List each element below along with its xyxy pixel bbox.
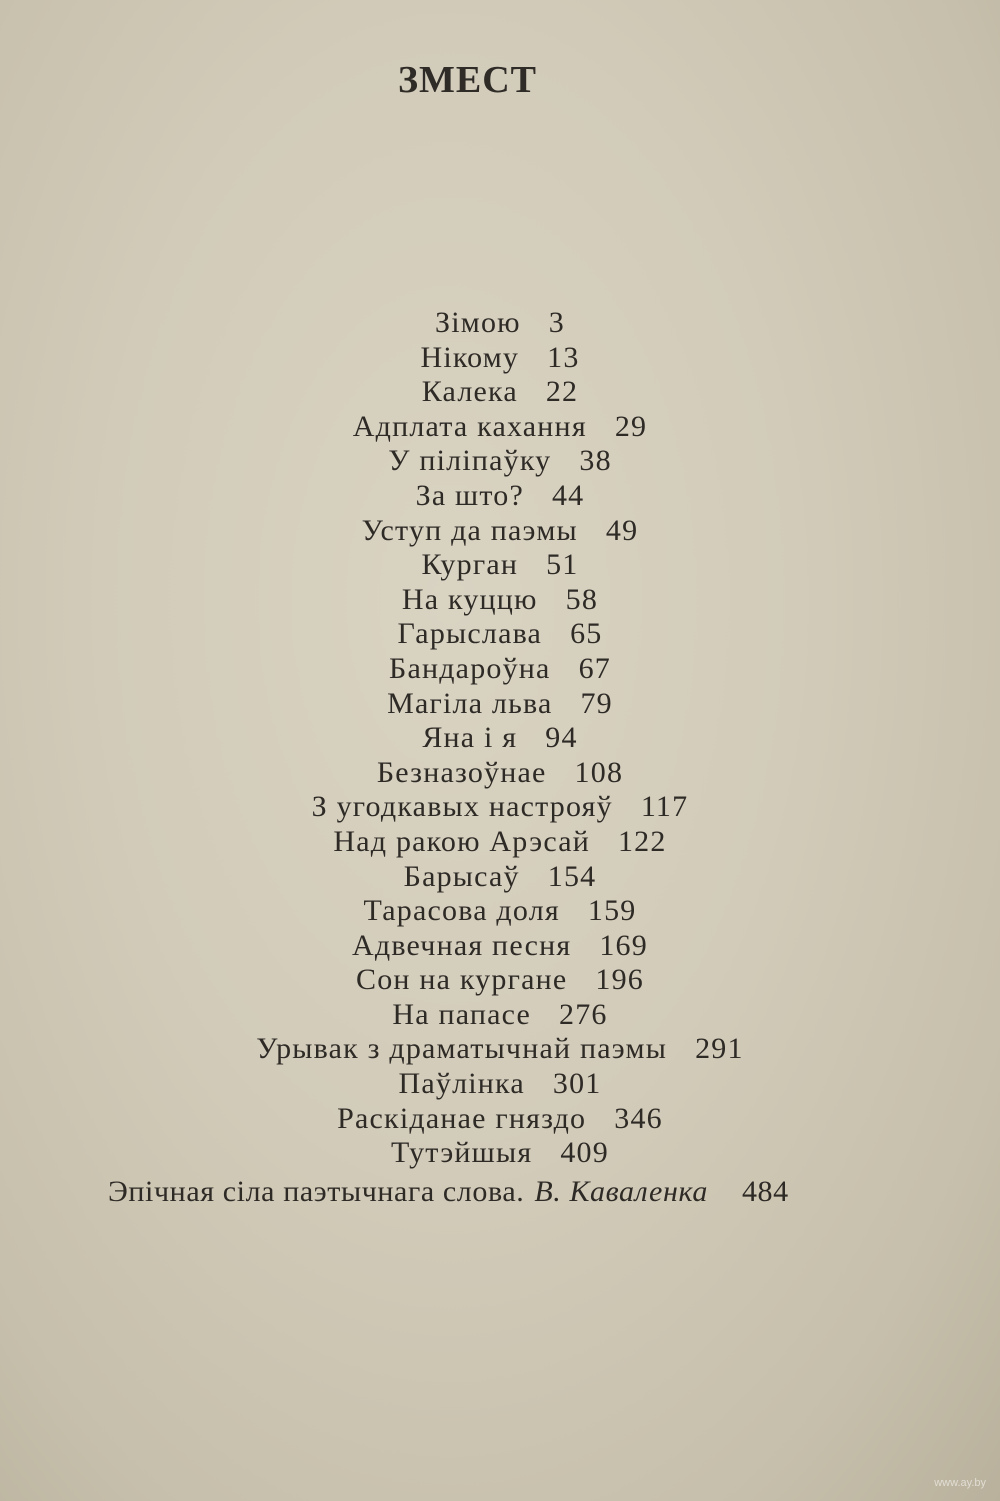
toc-entry-page: 38: [579, 444, 612, 478]
toc-entry: [0, 756, 1000, 791]
toc-entry-page: 301: [552, 1067, 602, 1101]
toc-entry-page: 159: [587, 894, 637, 928]
toc-entry: [0, 306, 1000, 341]
toc-entry: [0, 652, 1000, 687]
toc-entry-page: 79: [580, 686, 613, 720]
toc-entry-title: Яна і я: [422, 721, 518, 755]
toc-entry-page: 122: [617, 824, 667, 858]
toc-entry-page: 409: [560, 1136, 609, 1170]
toc-entry: [0, 410, 1000, 445]
toc-entry: [0, 341, 1000, 376]
toc-entry-page: 108: [574, 755, 624, 789]
toc-entry-title: На папасе: [392, 997, 531, 1031]
toc-entry-title: Гарыслава: [397, 617, 543, 651]
toc-entry-title: Раскіданае гняздо: [337, 1101, 587, 1135]
toc-entry-page: 58: [565, 582, 599, 616]
toc-entry-page: 65: [570, 617, 603, 651]
toc-entry: [0, 514, 1000, 549]
toc-entry: [0, 963, 1000, 998]
toc-entry-page: 291: [695, 1032, 744, 1066]
afterword-title: Эпічная сіла паэтычнага слова.: [108, 1174, 525, 1208]
toc-entry-page: 154: [547, 859, 597, 893]
toc-entry-page: 196: [595, 963, 644, 997]
toc-entry-title: Бандароўна: [389, 651, 551, 685]
toc-entry-page: 3: [548, 306, 565, 339]
toc-entry-title: Над ракою Арэсай: [333, 824, 590, 858]
toc-entry: [0, 1067, 1000, 1102]
toc-entry-title: Тутэйшыя: [391, 1136, 533, 1170]
toc-entry-title: Адвечная песня: [352, 928, 572, 962]
page-title: ЗМЕСТ: [397, 59, 538, 101]
toc-entry: [0, 617, 1000, 652]
afterword-author: В. Каваленка: [534, 1174, 708, 1208]
toc-entry: [0, 894, 1000, 929]
toc-entry-title: Курган: [421, 548, 519, 582]
toc-entry: [0, 860, 1000, 895]
toc-entry: [0, 790, 1000, 825]
toc-entry-page: 49: [605, 513, 639, 547]
toc-entry-page: 346: [614, 1101, 663, 1135]
toc-entry-title: За што?: [415, 478, 524, 512]
toc-entry: [0, 1102, 1000, 1137]
toc-entry: [0, 929, 1000, 964]
toc-entry-title: У піліпаўку: [388, 444, 552, 478]
toc-entry-title: Адплата кахання: [352, 409, 587, 443]
toc-entry-page: 51: [546, 548, 579, 582]
toc-entry-page: 44: [551, 478, 585, 512]
toc-entry-page: 276: [559, 997, 608, 1031]
toc-entry-page: 117: [640, 790, 689, 824]
toc-entry-title: На куццю: [401, 582, 538, 616]
toc-entry-title: Магіла льва: [387, 686, 553, 720]
toc-entry-title: Уступ да паэмы: [361, 513, 578, 547]
toc-entry: [0, 548, 1000, 583]
toc-entry-title: Тарасова доля: [363, 894, 560, 928]
toc-entry-page: 169: [599, 928, 648, 962]
toc-entry-afterword: [0, 1175, 1000, 1210]
toc-entry-title: Калека: [421, 375, 518, 409]
toc-entry-title: З угодкавых настрояў: [311, 790, 613, 824]
toc-entry-page: 67: [578, 651, 611, 685]
toc-entry-title: Паўлінка: [398, 1067, 525, 1101]
toc-entry: [0, 479, 1000, 514]
toc-entry-page: 22: [545, 375, 579, 409]
toc-entry-title: Барысаў: [403, 859, 520, 893]
toc-entry-title: Нікому: [420, 340, 520, 374]
toc-entry: [0, 687, 1000, 722]
toc-entry-title: Урывак з драматычнай паэмы: [256, 1032, 668, 1066]
toc-entry: [0, 375, 1000, 410]
toc-entry-title: Сон на кургане: [356, 963, 568, 997]
toc-entry-page: 13: [547, 340, 580, 374]
toc-entry: [0, 1136, 1000, 1171]
toc-entry: [0, 583, 1000, 618]
toc-entry-title: Безназоўнае: [376, 755, 547, 789]
site-watermark: www.ay.by: [934, 1477, 986, 1489]
toc-entry: [0, 1032, 1000, 1067]
toc-entry-page: 29: [614, 409, 648, 443]
toc-entry-page: 94: [545, 721, 578, 755]
toc-entry: [0, 444, 1000, 479]
toc-entry-title: Зімою: [435, 306, 521, 339]
toc-entry: [0, 825, 1000, 860]
toc-entry: [0, 998, 1000, 1033]
toc-entry: [0, 721, 1000, 756]
table-of-contents: [0, 306, 1000, 1209]
afterword-page: 484: [741, 1174, 789, 1208]
